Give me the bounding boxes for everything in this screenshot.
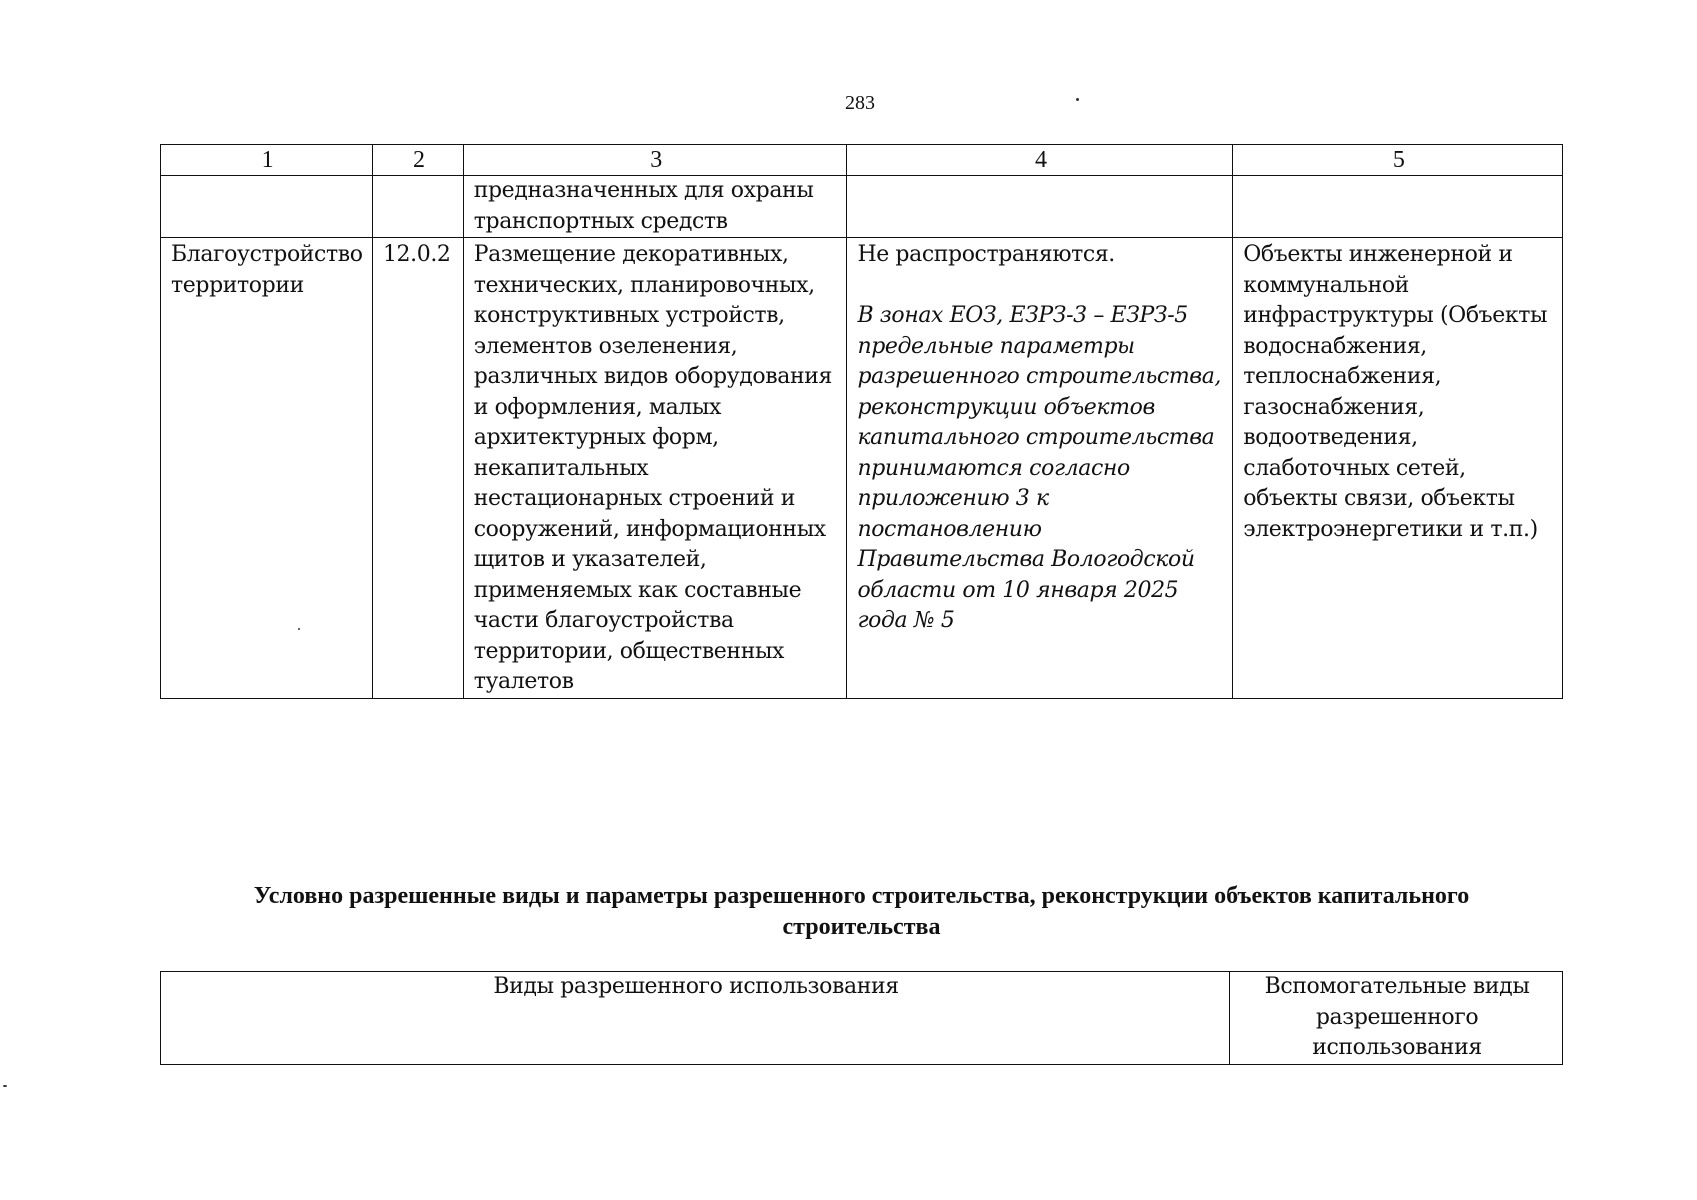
continued-description-cell [463,176,847,238]
column-number-4: 4 [847,145,1233,176]
text-line: щитов и указателей, [473,547,707,572]
section-heading [160,881,1563,943]
text-line: архитектурных форм, [473,425,719,450]
table-header-row [161,972,1563,1065]
text-line: некапитальных [473,455,649,481]
text-line: принимаются согласно [857,455,1130,481]
table-row-continuation [161,176,1563,238]
column-number-3: 3 [463,145,847,176]
text-line: Объекты инженерной и [1243,242,1513,267]
text-line: транспортных средств [473,208,728,234]
text-line: водоотведения, [1243,425,1418,450]
table-cell-empty [1233,176,1563,238]
text-line: газоснабжения, [1243,394,1425,420]
text-line: предназначенных для охраны [473,178,814,203]
text-line: Размещение декоративных, [473,242,789,267]
text-line: конструктивных устройств, [473,303,785,328]
text-line: и оформления, малых [473,394,722,420]
text-line: постановлению [857,516,1042,542]
text-line: В зонах ЕОЗ, ЕЗРЗ-3 – ЕЗРЗ-5 [857,303,1188,328]
scan-speck [3,1085,7,1087]
text-line: предельные параметры [857,333,1135,359]
text-line: приложению 3 к [857,486,1049,511]
land-use-table [160,144,1563,699]
text-line: части благоустройства [473,608,734,633]
column-number-5: 5 [1233,145,1563,176]
text-line: теплоснабжения, [1243,364,1442,389]
heading-line: Условно разрешенные виды и параметры разрешенного строительства, реконструкции объектов капитального [253,883,1470,909]
text-line: сооружений, информационных [473,516,826,542]
text-line: технических, планировочных, [473,272,815,298]
conditional-uses-table [160,971,1563,1065]
text-line: водоснабжения, [1243,333,1427,359]
construction-parameters-cell [847,238,1233,699]
text-line: элементов озеленения, [473,333,738,359]
text-line: коммунальной [1243,272,1409,298]
permitted-use-types-header: Виды разрешенного использования [161,972,1230,1065]
auxiliary-use-types-header [1230,972,1563,1065]
text-line: разрешенного строительства, [857,364,1222,389]
text-line: Правительства Вологодской [857,547,1195,572]
page-number: 283 [845,92,875,114]
text-line: капитального строительства [857,425,1215,450]
table-header-row [161,145,1563,176]
text-line: года № 5 [857,608,955,633]
table-row [161,238,1563,699]
text-line: разрешенного [1315,1004,1479,1030]
use-type-name-cell [161,238,373,699]
text-line: области от 10 января 2025 [857,577,1179,603]
text-line: объекты связи, объекты [1243,486,1515,511]
table-cell-empty [372,176,463,238]
use-type-code-cell: 12.0.2 [372,238,463,699]
auxiliary-uses-cell [1233,238,1563,699]
text-line: туалетов [473,669,574,694]
table-cell-empty [161,176,373,238]
text-line: Вспомогательные виды [1264,974,1530,999]
table-cell-empty [847,176,1233,238]
text-line: применяемых как составные [473,577,802,603]
text-line: территории [171,272,304,298]
heading-line: строительства [782,914,941,940]
text-line: территории, общественных [473,638,785,664]
blank-line [857,271,1224,302]
column-number-2: 2 [372,145,463,176]
text-line: слаботочных сетей, [1243,455,1466,481]
use-type-description-cell [463,238,847,699]
text-line: использования [1312,1035,1482,1060]
column-number-1: 1 [161,145,373,176]
text-line: реконструкции объектов [857,394,1155,420]
text-line: электроэнергетики и т.п.) [1243,516,1538,542]
text-line: различных видов оборудования [473,364,832,389]
text-line: Не распространяются. [857,242,1115,267]
text-line: Благоустройство [171,242,363,267]
scan-speck [1076,98,1079,101]
text-line: нестационарных строений и [473,486,796,511]
text-line: инфраструктуры (Объекты [1243,303,1548,328]
